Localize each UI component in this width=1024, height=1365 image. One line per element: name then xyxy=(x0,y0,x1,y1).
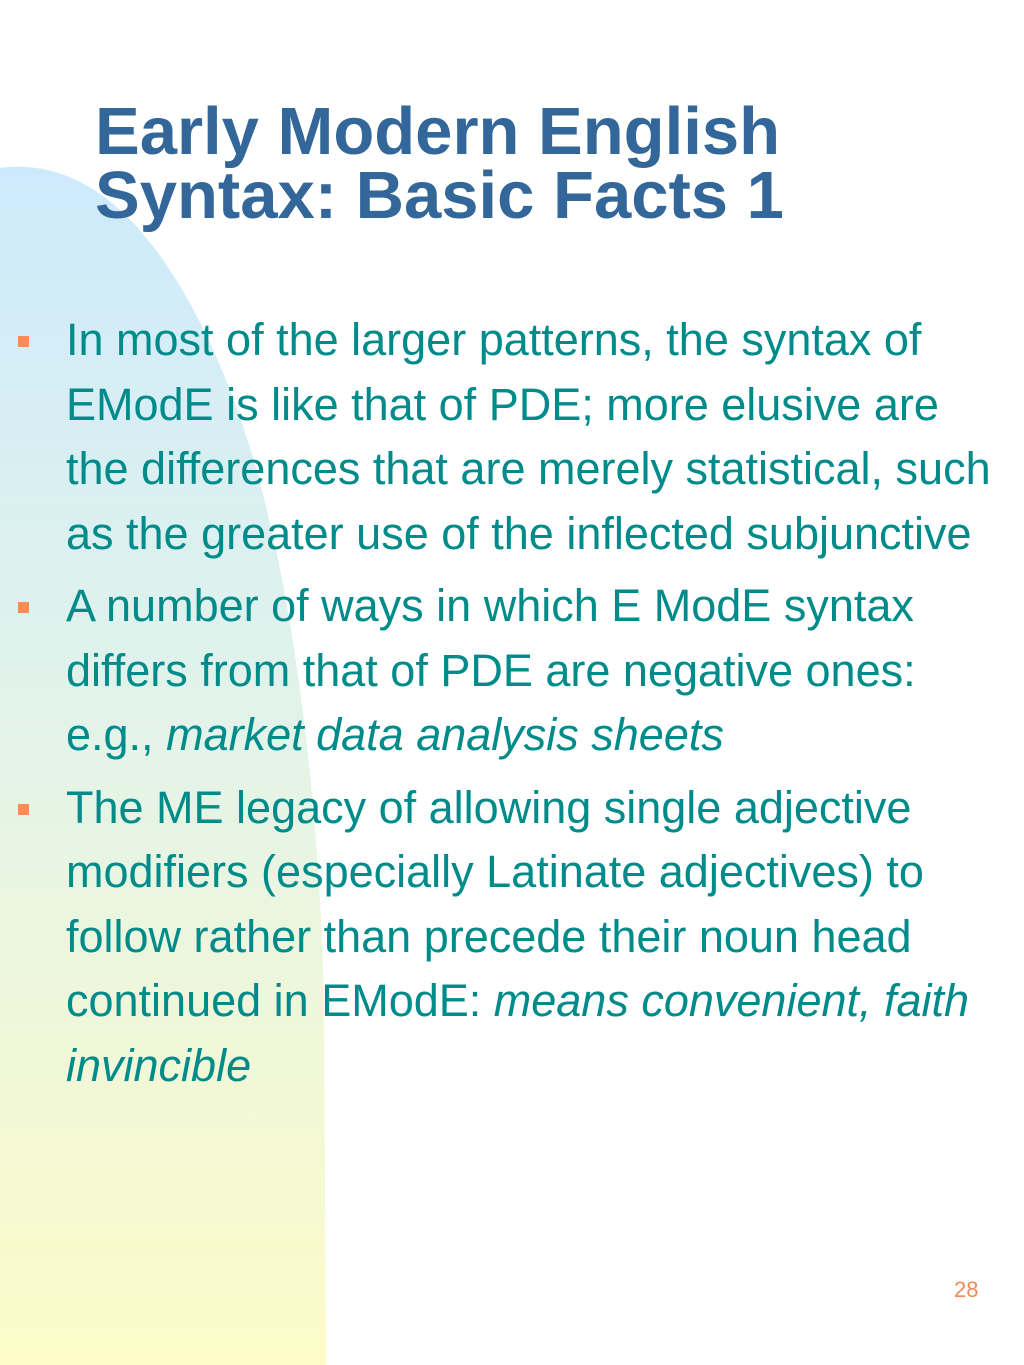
bullet-text: In most of the larger patterns, the syntax of EModE is like that of PDE; more elusive are the differences that are merely statistical, such as the greater use of the inflected subjunctive xyxy=(66,314,991,559)
slide-title-line-2: Syntax: Basic Facts 1 xyxy=(95,158,784,233)
square-bullet-icon xyxy=(18,804,29,815)
bullet-example-italic: means convenient, faith invincible xyxy=(66,975,970,1091)
bullet-item-2 xyxy=(0,574,1024,768)
slide-page-number: 28 xyxy=(954,1277,979,1302)
slide-title xyxy=(95,94,995,233)
bullet-text: The ME legacy of allowing single adjective modifiers (especially Latinate adjectives) to follow rather than precede their noun head continued in EModE: xyxy=(66,781,924,1026)
slide-title-line-1: Early Modern English xyxy=(95,94,781,169)
bullet-example-italic: market data analysis sheets xyxy=(166,709,724,760)
bullet-list xyxy=(0,308,1024,1106)
bullet-item-1 xyxy=(0,308,1024,566)
square-bullet-icon xyxy=(18,336,29,347)
bullet-item-3 xyxy=(0,776,1024,1099)
bullet-text: A number of ways in which E ModE syntax differs from that of PDE are negative ones: e.g., xyxy=(66,580,916,760)
square-bullet-icon xyxy=(18,602,29,613)
